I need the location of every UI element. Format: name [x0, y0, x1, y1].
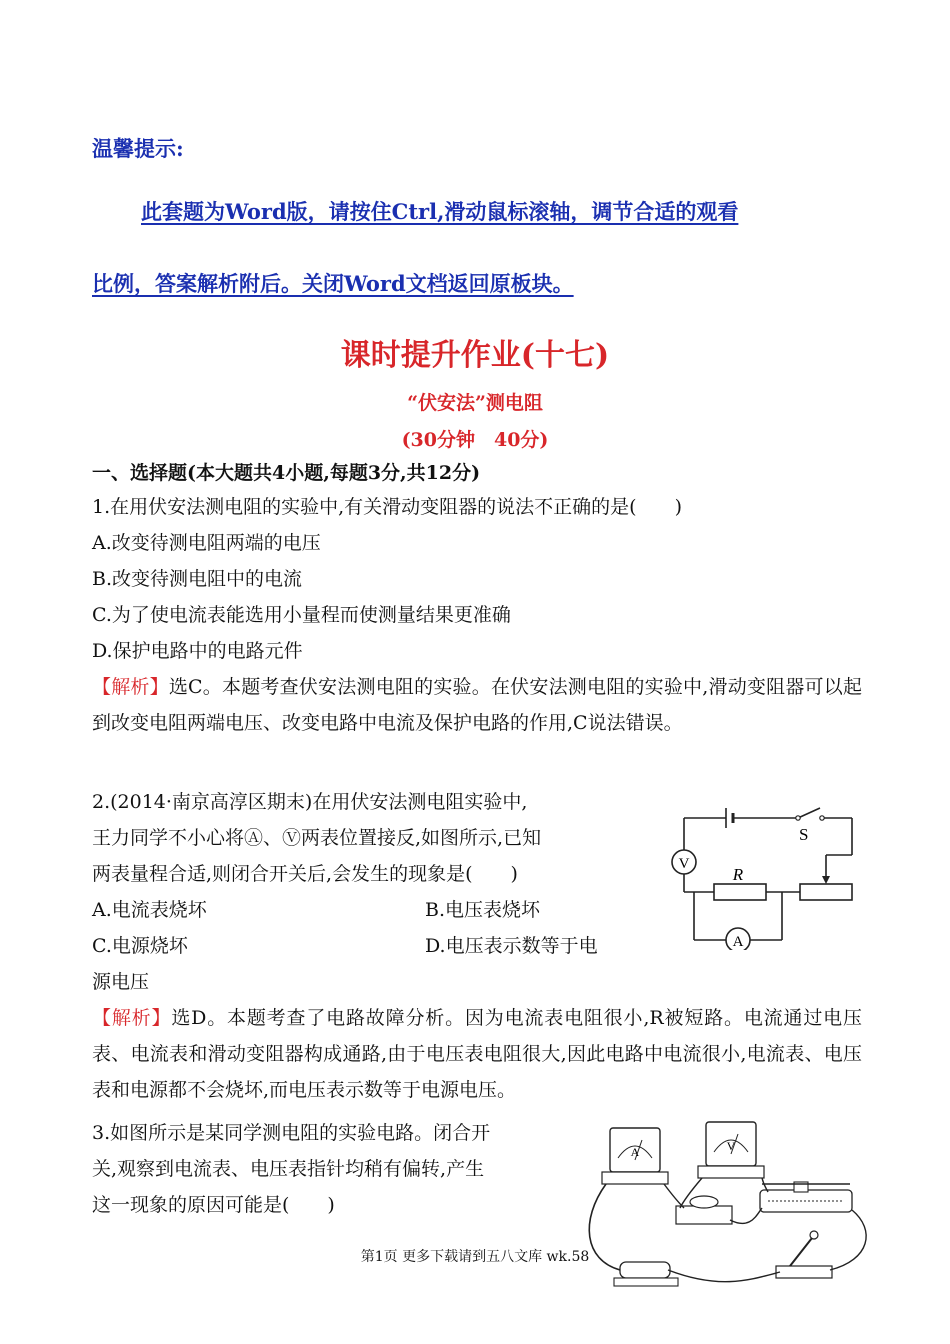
tip-line-2: 比例，答案解析附后。关闭Word文档返回原板块。 [92, 271, 574, 296]
switch-blade [798, 808, 820, 818]
q2-analysis [92, 1000, 862, 1108]
q1-analysis-text: 选C。本题考查伏安法测电阻的实验。在伏安法测电阻的实验中,滑动变阻器可以起到改变电阻两端电压、改变电路中电流及保护电路的作用,C说法错误。 [92, 676, 862, 734]
q3-line-3: 这一现象的原因可能是( ) [92, 1194, 335, 1216]
time-limit: (30分钟 40分) [401, 429, 549, 451]
q2-option-c: C.电源烧坏 [92, 935, 188, 957]
analysis-tag: 【解析】 [92, 676, 169, 698]
q3-line-2: 关,观察到电流表、电压表指针均稍有偏转,产生 [92, 1158, 485, 1180]
q2-option-a: A.电流表烧坏 [92, 899, 207, 921]
page-footer: 第1页 更多下载请到五八文库 wk.58 [360, 1249, 590, 1265]
switch-label: S [799, 825, 809, 844]
section-heading: 一、选择题(本大题共4小题,每题3分,共12分) [92, 462, 481, 484]
rheostat-icon [800, 884, 852, 900]
page-title: 课时提升作业(十七) [340, 338, 610, 373]
q1-option-d: D.保护电路中的电路元件 [92, 640, 303, 662]
q1-option-b: B.改变待测电阻中的电流 [92, 568, 303, 590]
slider-arrow-icon [822, 876, 830, 884]
q2-analysis-text: 选D。本题考查了电路故障分析。因为电流表电阻很小,R被短路。电流通过电压表、电流表和滑动变阻器构成通路,由于电压表电阻很大,因此电路中电流很小,电流表、电压表和电源都不会烧坏,而电压表示数等于电源电压。 [92, 1007, 862, 1101]
q1-analysis [92, 669, 862, 741]
ammeter-device-icon [602, 1128, 668, 1184]
apparatus-illustration [580, 1120, 880, 1300]
voltmeter-device-label: V [726, 1139, 736, 1153]
resistor-label: R [732, 865, 744, 884]
q1-stem: 1.在用伏安法测电阻的实验中,有关滑动变阻器的说法不正确的是( ) [92, 496, 682, 518]
page-subtitle: “伏安法”测电阻 [407, 392, 543, 414]
q2-option-d-cont: 源电压 [92, 971, 150, 993]
rheostat-device-icon [760, 1182, 852, 1212]
q2-line-3: 两表量程合适,则闭合开关后,会发生的现象是( ) [92, 863, 518, 885]
resistor-icon [714, 884, 766, 900]
q1-option-a: A.改变待测电阻两端的电压 [92, 532, 321, 554]
voltmeter-label: V [678, 856, 690, 872]
q2-option-d: D.电压表示数等于电 [425, 935, 598, 957]
q2-line-1: 2.(2014·南京高淳区期末)在用伏安法测电阻实验中, [92, 791, 528, 813]
resistor-stand-icon [676, 1206, 732, 1224]
ammeter-label: A [732, 934, 744, 950]
q3-line-1: 3.如图所示是某同学测电阻的实验电路。闭合开 [92, 1122, 491, 1144]
circuit-diagram [660, 800, 860, 950]
q2-option-b: B.电压表烧坏 [425, 899, 541, 921]
q1-option-c: C.为了使电流表能选用小量程而使测量结果更准确 [92, 604, 511, 626]
voltmeter-device-icon [698, 1122, 764, 1178]
tip-line-1: 此套题为Word版，请按住Ctrl,滑动鼠标滚轴，调节合适的观看 [141, 199, 739, 224]
ammeter-device-label: A [630, 1145, 640, 1159]
tip-title: 温馨提示: [92, 136, 184, 161]
q2-line-2: 王力同学不小心将Ⓐ、Ⓥ两表位置接反,如图所示,已知 [92, 827, 542, 849]
analysis-tag: 【解析】 [92, 1007, 172, 1029]
